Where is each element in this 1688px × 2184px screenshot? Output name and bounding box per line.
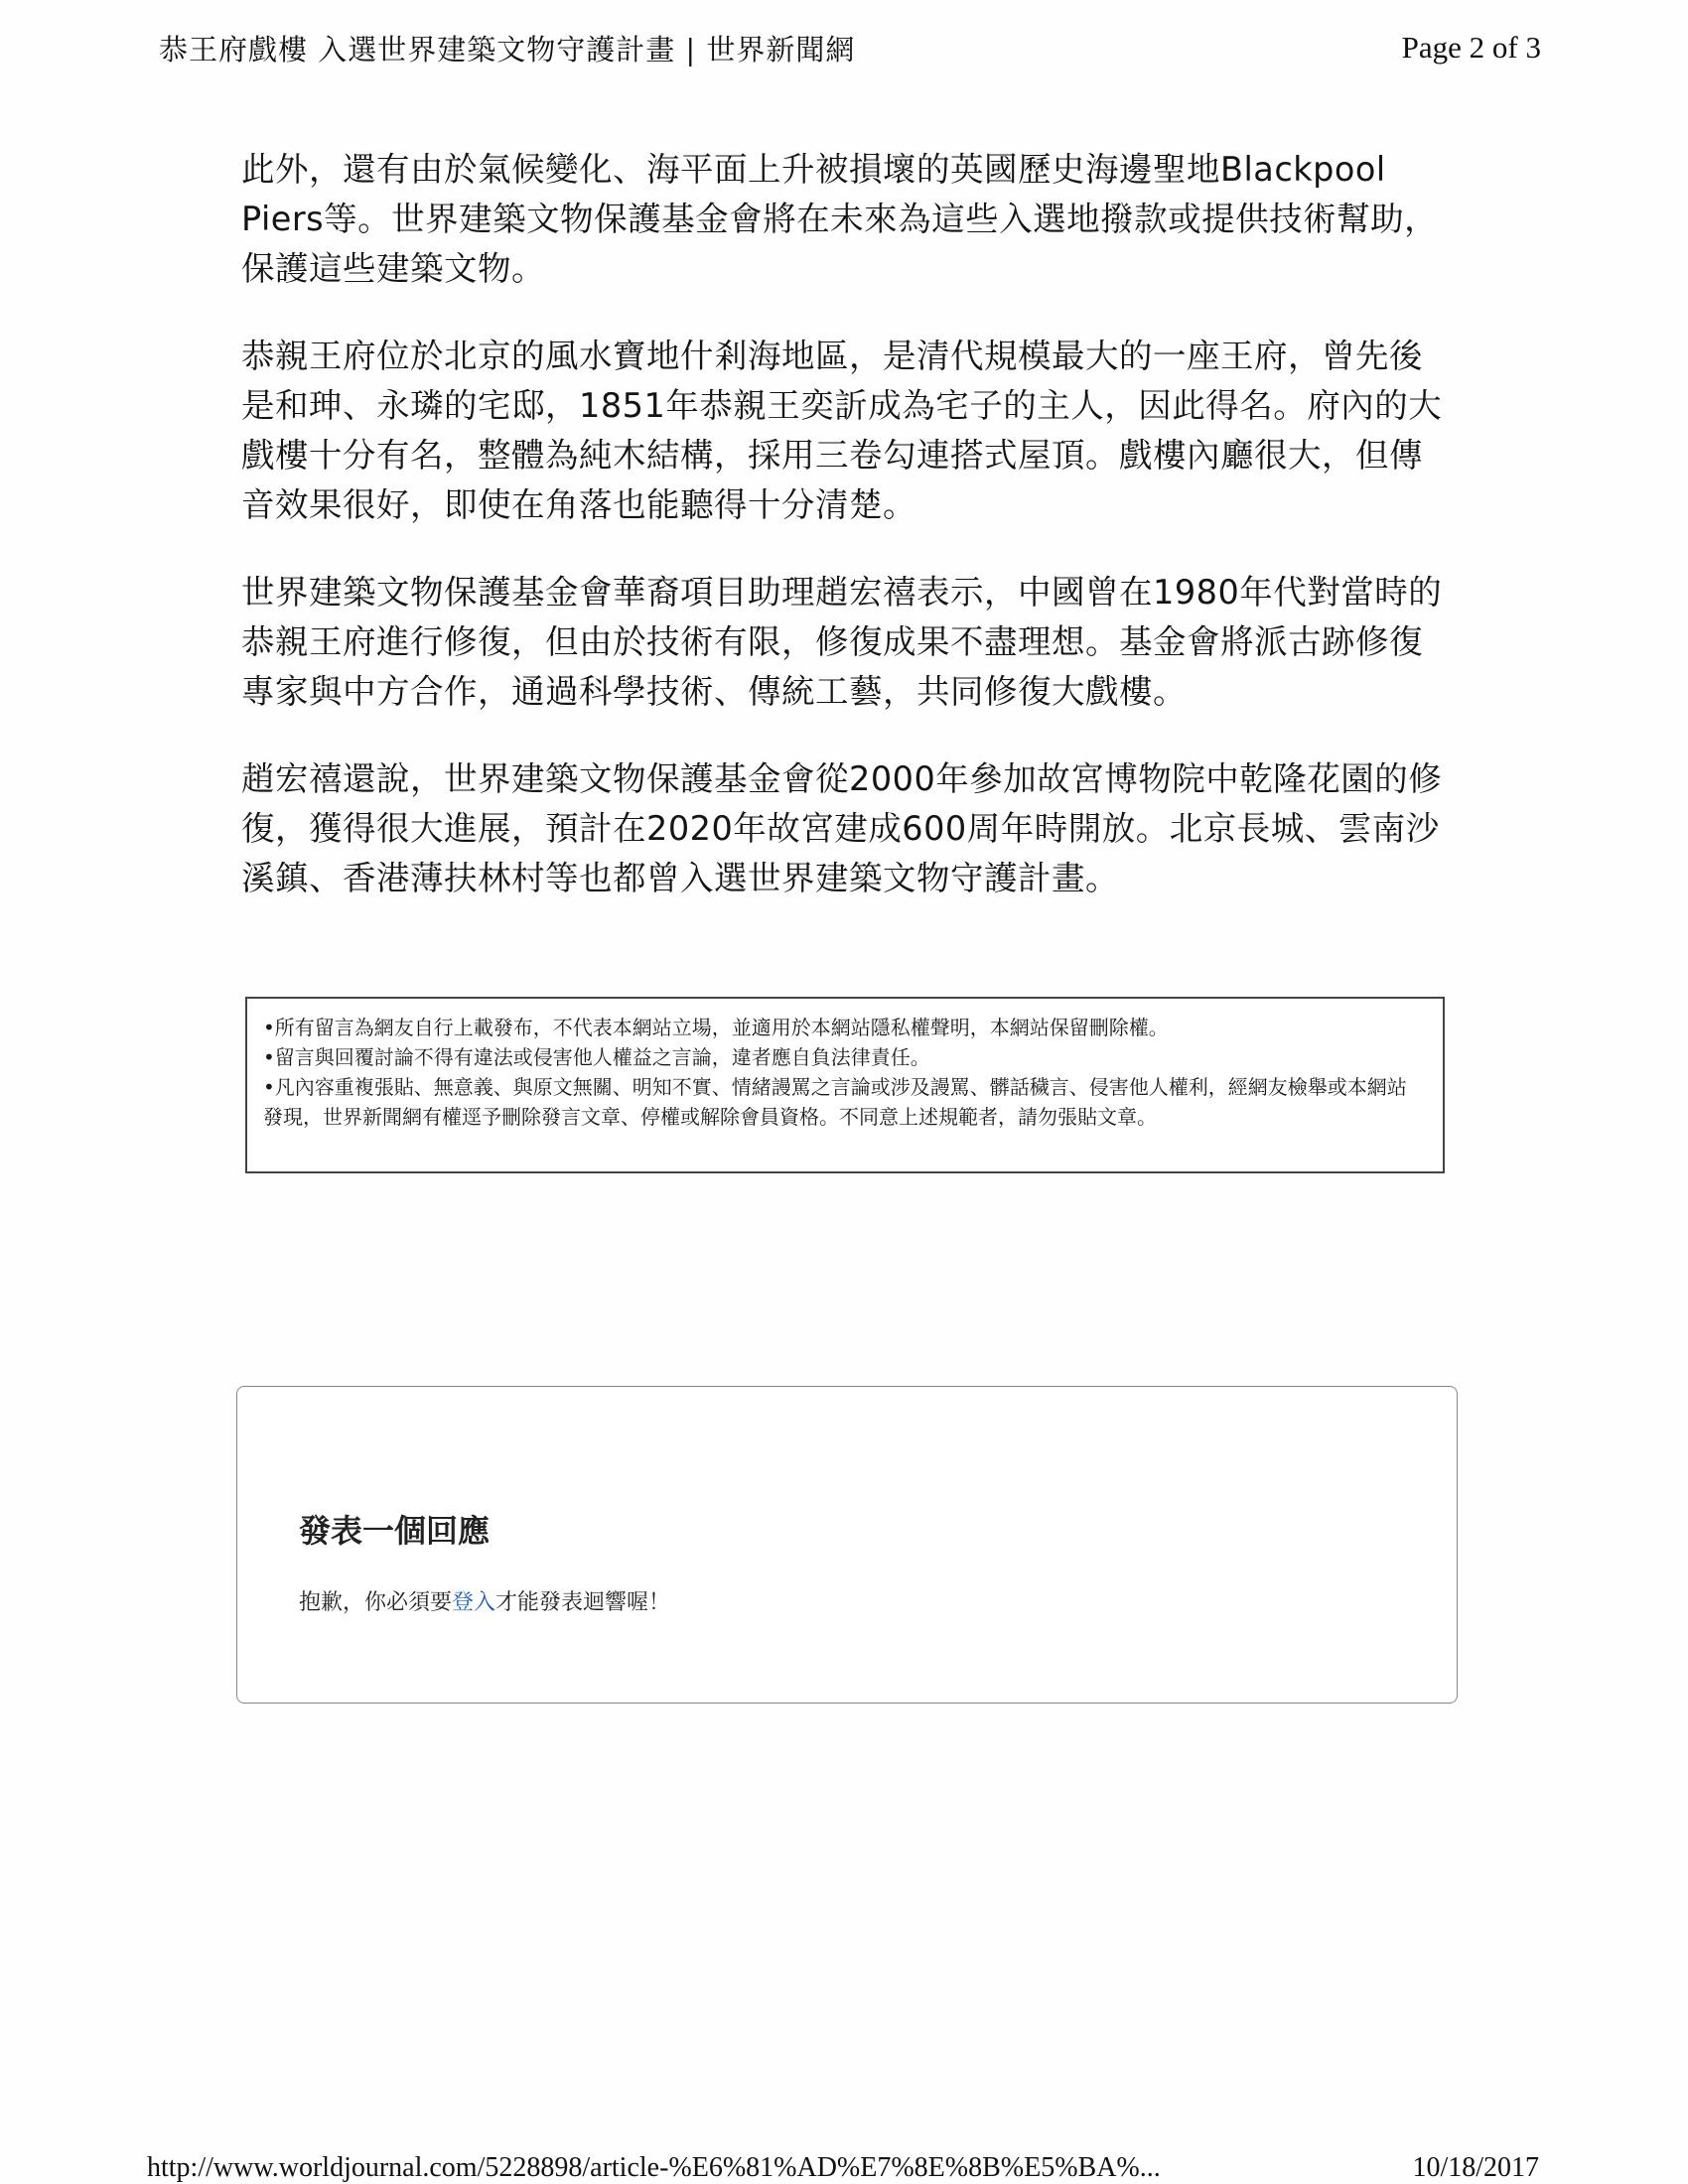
article-paragraph: 世界建築文物保護基金會華裔項目助理趙宏禧表示，中國曾在1980年代對當時的恭親王府進行修復，但由於技術有限，修復成果不盡理想。基金會將派古跡修復專家與中方合作，通過科學技術、傳統工藝，共同修復大戲樓。 <box>241 573 1443 711</box>
article-paragraph: 趙宏禧還說，世界建築文物保護基金會從2000年參加故宮博物院中乾隆花園的修復，獲得很大進展，預計在2020年故宮建成600周年時開放。北京長城、雲南沙溪鎮、香港薄扶林村等也都曾入選世界建築文物守護計畫。 <box>241 759 1443 897</box>
page-indicator: Page 2 of 3 <box>1401 30 1541 65</box>
login-required-notice <box>299 1585 670 1616</box>
article-body <box>241 145 1443 941</box>
login-notice-prefix: 抱歉，你必須要 <box>299 1590 453 1615</box>
footer-url: http://www.worldjournal.com/5228898/article-%E6%81%AD%E7%8E%8B%E5%BA%... <box>147 2152 1161 2183</box>
page-header-title: 恭王府戲樓 入選世界建築文物守護計畫 | 世界新聞網 <box>159 33 856 67</box>
login-notice-suffix: 才能發表迴響喔！ <box>495 1590 671 1615</box>
comment-heading: 發表一個回應 <box>299 1512 491 1550</box>
article-paragraph: 此外，還有由於氣候變化、海平面上升被損壞的英國歷史海邊聖地Blackpool Piers等。世界建築文物保護基金會將在未來為這些入選地撥款或提供技術幫助，保護這些建築文物。 <box>241 150 1439 288</box>
article-paragraph: 恭親王府位於北京的風水寶地什剎海地區，是清代規模最大的一座王府，曾先後是和珅、永璘的宅邸，1851年恭親王奕訢成為宅子的主人，因此得名。府內的大戲樓十分有名，整體為純木結構，採用三卷勾連搭式屋頂。戲樓內廳很大，但傳音效果很好，即使在角落也能聽得十分清楚。 <box>241 337 1443 524</box>
comment-panel <box>236 1386 1458 1704</box>
comment-rule: •所有留言為網友自行上載發布，不代表本網站立場，並適用於本網站隱私權聲明，本網站保留刪除權。 <box>263 1016 1169 1039</box>
footer-date: 10/18/2017 <box>1412 2152 1539 2183</box>
comment-rule: •留言與回覆討論不得有違法或侵害他人權益之言論，違者應自負法律責任。 <box>263 1045 930 1069</box>
login-link[interactable]: 登入 <box>452 1590 496 1615</box>
comment-rules-box <box>245 997 1445 1173</box>
comment-rule: •凡內容重複張貼、無意義、與原文無關、明知不實、情緒謾罵之言論或涉及謾罵、髒話穢言、侵害他人權利，經網友檢舉或本網站發現，世界新聞網有權逕予刪除發言文章、停權或解除會員資格。不同意上述規範者，請勿張貼文章。 <box>263 1075 1407 1129</box>
